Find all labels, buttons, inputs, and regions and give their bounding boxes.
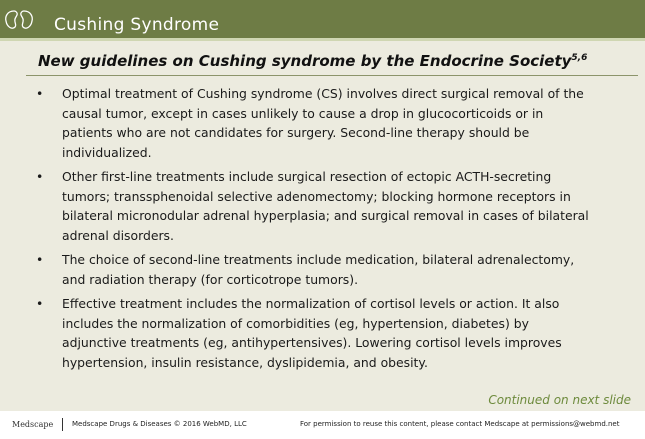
list-item — [36, 167, 596, 245]
slide-title — [38, 52, 638, 70]
bullet-marker: • — [36, 86, 44, 101]
bullet-marker: • — [36, 169, 44, 184]
bullet-text: The choice of second-line treatments include medication, bilateral adrenalectomy, and radiation therapy (for corticotrope tumors). — [62, 252, 575, 287]
list-item — [36, 294, 596, 372]
copyright-text: Medscape Drugs & Diseases © 2016 WebMD, LLC — [72, 420, 247, 428]
continued-link[interactable]: Continued on next slide — [488, 393, 631, 407]
kidney-pair-icon — [4, 9, 34, 31]
slide-title-text: New guidelines on Cushing syndrome by the Endocrine Society — [38, 52, 572, 70]
title-divider — [26, 75, 638, 76]
slide-footer — [0, 411, 645, 439]
footer-separator — [62, 418, 63, 431]
header-title: Cushing Syndrome — [54, 15, 220, 35]
header-divider — [0, 38, 645, 41]
bullet-text: Other first-line treatments include surgical resection of ectopic ACTH-secreting tumors; transsphenoidal selective adenomectomy; blocking hormone receptors in bilateral micronodular adrenal hyperplasia; and surgical removal in cases of bilateral adrenal disorders. — [62, 169, 589, 243]
medscape-logo: Medscape — [12, 420, 54, 429]
slide-header — [0, 0, 645, 38]
bullet-marker: • — [36, 252, 44, 267]
permission-text: For permission to reuse this content, please contact Medscape at permissions@webmd.net — [300, 420, 620, 428]
slide-title-reference: 5,6 — [571, 53, 588, 63]
list-item — [36, 84, 596, 162]
bullet-text: Effective treatment includes the normalization of cortisol levels or action. It also includes the normalization of comorbidities (eg, hypertension, diabetes) by adjunctive treatments (eg, antihypertensives). Lowering cortisol levels improves hypertension, insulin resistance, dyslipidemia, and obesity. — [62, 296, 562, 370]
bullet-list — [36, 84, 596, 377]
list-item — [36, 250, 596, 289]
bullet-marker: • — [36, 296, 44, 311]
bullet-text: Optimal treatment of Cushing syndrome (CS) involves direct surgical removal of the causal tumor, except in cases unlikely to cause a drop in glucocorticoids or in patients who are not candidates for surgery. Second-line therapy should be individualized. — [62, 86, 584, 160]
